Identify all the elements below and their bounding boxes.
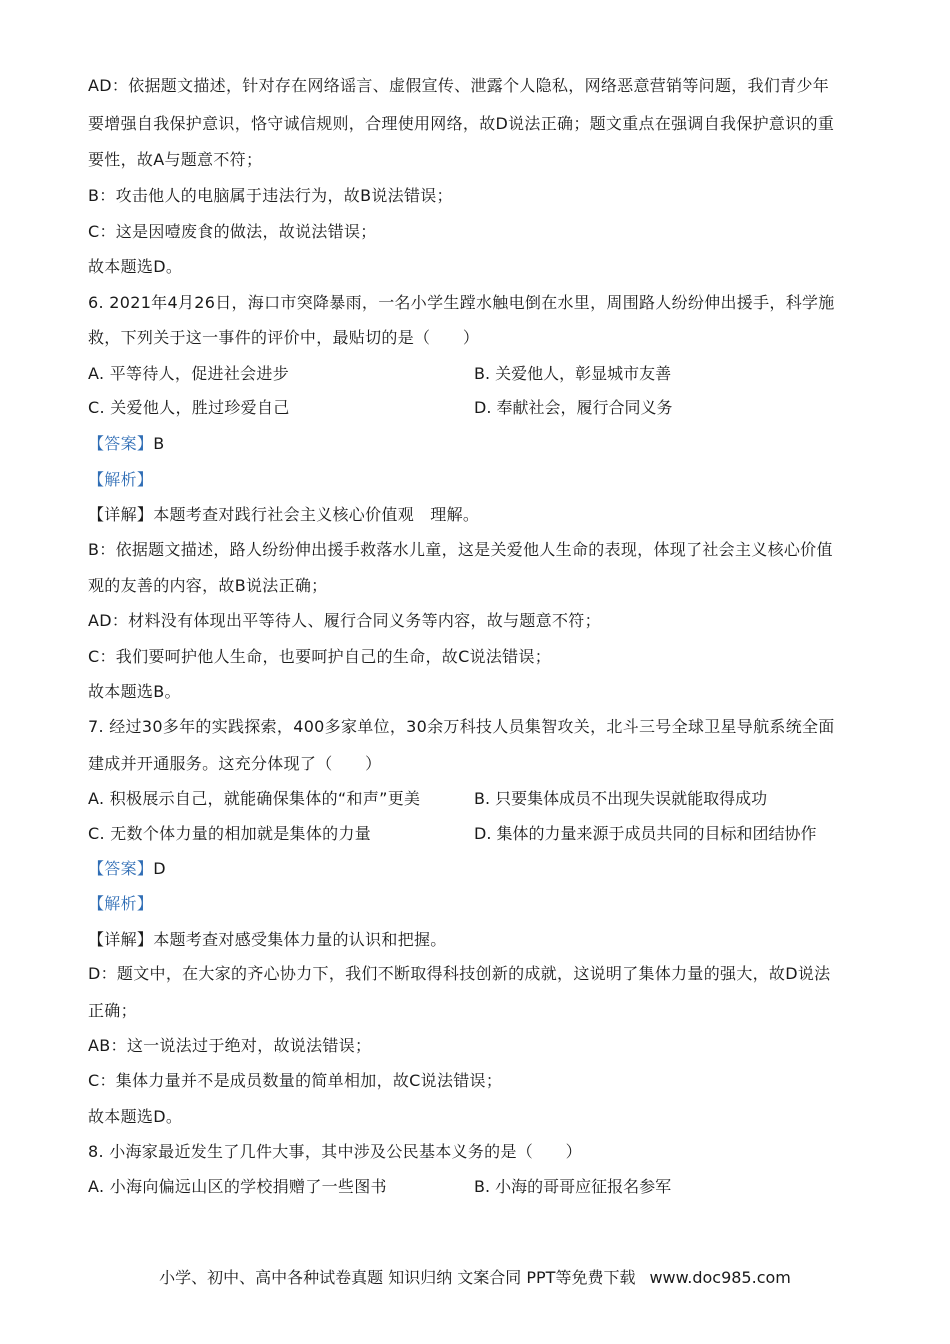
- q7-analysis-tag: 【解析】: [88, 894, 154, 913]
- q7-analysis-c: C：集体力量并不是成员数量的简单相加，故C说法错误；: [88, 1071, 503, 1090]
- answer-tag: 【答案】: [88, 859, 154, 878]
- q8-stem: 8. 小海家最近发生了几件大事，其中涉及公民基本义务的是（ ）: [88, 1142, 582, 1161]
- q6-option-d: D. 奉献社会，履行合同义务: [474, 398, 673, 417]
- q7-analysis-d-line1: D：题文中，在大家的齐心协力下，我们不断取得科技创新的成就，这说明了集体力量的强大，故D说法: [88, 964, 831, 983]
- q7-stem-line2: 建成并开通服务。这充分体现了（ ）: [88, 754, 382, 773]
- q7-option-d: D. 集体的力量来源于成员共同的目标和团结协作: [474, 824, 817, 843]
- q8-option-a: A. 小海向偏远山区的学校捐赠了一些图书: [88, 1177, 387, 1196]
- q6-stem-line1: 6. 2021年4月26日，海口市突降暴雨，一名小学生蹚水触电倒在水里，周围路人纷纷伸出援手，科学施: [88, 293, 835, 312]
- q6-conclusion: 故本题选B。: [88, 682, 181, 701]
- q6-analysis-tag: 【解析】: [88, 470, 154, 489]
- q6-analysis-b-line1: B：依据题文描述，路人纷纷伸出援手救落水儿童，这是关爱他人生命的表现，体现了社会主义核心价值: [88, 540, 833, 559]
- q6-analysis-c: C：我们要呵护他人生命，也要呵护自己的生命，故C说法错误；: [88, 647, 552, 666]
- answer-tag: 【答案】: [88, 434, 154, 453]
- q6-answer: [88, 434, 164, 454]
- q6-analysis-b-line2: 观的友善的内容，故B说法正确；: [88, 576, 328, 595]
- q7-option-c: C. 无数个体力量的相加就是集体的力量: [88, 824, 372, 843]
- footer-text: 小学、初中、高中各种试卷真题 知识归纳 文案合同 PPT等免费下载: [159, 1268, 636, 1287]
- q6-analysis-ad: AD：材料没有体现出平等待人、履行合同义务等内容，故与题意不符；: [88, 611, 601, 630]
- answer-value: B: [153, 434, 165, 453]
- q6-detail: [88, 505, 479, 525]
- q6-option-b: B. 关爱他人，彰显城市友善: [474, 364, 672, 383]
- q6-option-c: C. 关爱他人，胜过珍爱自己: [88, 398, 290, 417]
- q7-analysis-ab: AB：这一说法过于绝对，故说法错误；: [88, 1036, 372, 1055]
- detail-text: 本题考查对践行社会主义核心价值观 理解。: [153, 505, 480, 524]
- q7-answer: [88, 859, 166, 879]
- detail-text: 本题考查对感受集体力量的认识和把握。: [153, 930, 447, 949]
- q5-analysis-ad-line2: 要增强自我保护意识，恪守诚信规则，合理使用网络，故D说法正确；题文重点在强调自我保护意识的重: [88, 114, 835, 133]
- q5-analysis-ad-line3: 要性，故A与题意不符；: [88, 150, 263, 169]
- footer-site-link[interactable]: www.doc985.com: [649, 1268, 791, 1287]
- q5-analysis-c: C：这是因噎废食的做法，故说法错误；: [88, 222, 377, 241]
- page-footer: [0, 1268, 950, 1288]
- q5-conclusion: 故本题选D。: [88, 257, 183, 276]
- q7-analysis-d-line2: 正确；: [88, 1001, 137, 1020]
- q6-option-a: A. 平等待人，促进社会进步: [88, 364, 290, 383]
- q8-option-b: B. 小海的哥哥应征报名参军: [474, 1177, 672, 1196]
- answer-value: D: [153, 859, 166, 878]
- detail-tag: 【详解】: [88, 505, 154, 524]
- q7-option-b: B. 只要集体成员不出现失误就能取得成功: [474, 789, 768, 808]
- detail-tag: 【详解】: [88, 930, 154, 949]
- q5-analysis-b: B：攻击他人的电脑属于违法行为，故B说法错误；: [88, 186, 453, 205]
- q6-stem-line2: 救，下列关于这一事件的评价中，最贴切的是（ ）: [88, 328, 480, 347]
- q7-conclusion: 故本题选D。: [88, 1107, 183, 1126]
- q7-stem-line1: 7. 经过30多年的实践探索，400多家单位，30余万科技人员集智攻关，北斗三号全球卫星导航系统全面: [88, 717, 835, 736]
- q5-analysis-ad-line1: AD：依据题文描述，针对存在网络谣言、虚假宣传、泄露个人隐私，网络恶意营销等问题，我们青少年: [88, 76, 830, 95]
- q7-detail: [88, 930, 447, 950]
- q7-option-a: A. 积极展示自己，就能确保集体的“和声”更美: [88, 789, 421, 808]
